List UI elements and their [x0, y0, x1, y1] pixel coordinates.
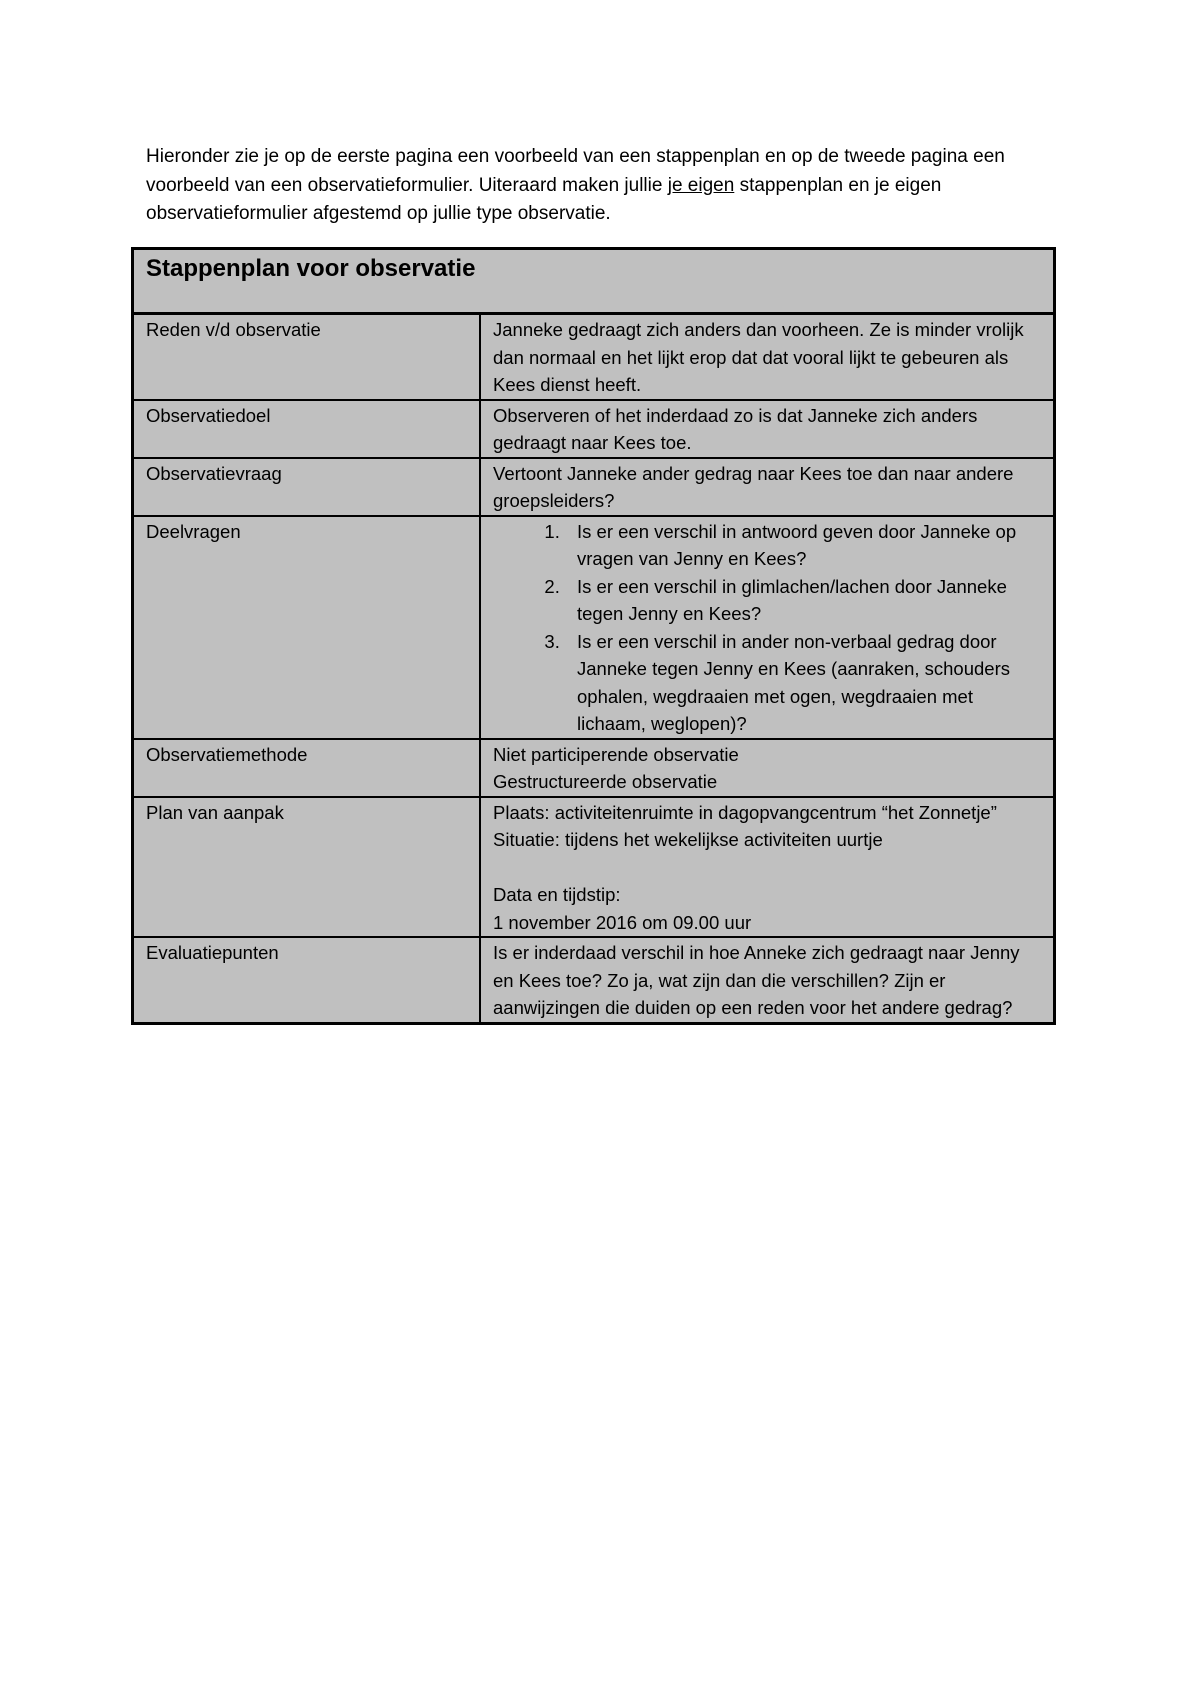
plan-line: Plaats: activiteitenruimte in dagopvangcentrum “het Zonnetje” — [493, 801, 997, 823]
intro-paragraph — [146, 143, 1086, 229]
method-line: Gestructureerde observatie — [493, 771, 718, 792]
method-line: Niet participerende observatie — [493, 743, 739, 765]
table-row — [133, 314, 1055, 400]
row-value-plan-van-aanpak — [480, 797, 1055, 938]
table-row — [133, 937, 1055, 1023]
list-item: 3. Is er een verschil in ander non-verbaal gedrag door Janneke tegen Jenny en Kees (aanraken, schouders ophalen, wegdraaien met ogen, wegdraaien met lichaam, weglopen)? — [565, 628, 1041, 738]
blank-line — [493, 854, 1041, 882]
row-value-reden: Janneke gedraagt zich anders dan voorheen. Ze is minder vrolijk dan normaal en het lijkt erop dat dat vooral lijkt te gebeuren als Kees dienst heeft. — [480, 314, 1055, 400]
row-value-deelvragen — [480, 516, 1055, 739]
row-value-evaluatiepunten: Is er inderdaad verschil in hoe Anneke zich gedraagt naar Jenny en Kees toe? Zo ja, wat zijn dan die verschillen? Zijn er aanwijzingen die duiden op een reden voor het andere gedrag? — [480, 937, 1055, 1023]
row-value-observatiedoel: Observeren of het inderdaad zo is dat Janneke zich anders gedraagt naar Kees toe. — [480, 400, 1055, 458]
table-row — [133, 739, 1055, 797]
plan-line: Data en tijdstip: — [493, 884, 621, 905]
row-label-evaluatiepunten: Evaluatiepunten — [133, 937, 481, 1023]
list-item: 2. Is er een verschil in glimlachen/lachen door Janneke tegen Jenny en Kees? — [565, 573, 1041, 628]
intro-text-start: Hieronder zie je op de eerste pagina een voorbeeld van een stappenplan en op de tweede pagina een voorbeeld van een observatieformulier. Uiteraard maken jullie — [146, 146, 1005, 196]
table-header-row — [133, 249, 1055, 314]
plan-line: Situatie: tijdens het wekelijkse activiteiten uurtje — [493, 829, 883, 850]
stappenplan-table — [131, 247, 1056, 1025]
table-row — [133, 400, 1055, 458]
intro-text-end: stappenplan en je eigen observatieformulier afgestemd op jullie type observatie. — [146, 174, 942, 224]
row-label-reden: Reden v/d observatie — [133, 314, 481, 400]
plan-line: 1 november 2016 om 09.00 uur — [493, 911, 752, 933]
row-label-observatiedoel: Observatiedoel — [133, 400, 481, 458]
row-value-observatievraag: Vertoont Janneke ander gedrag naar Kees toe dan naar andere groepsleiders? — [480, 458, 1055, 516]
intro-underlined-text: je eigen — [667, 174, 735, 196]
table-row — [133, 458, 1055, 516]
list-item: 1. Is er een verschil in antwoord geven door Janneke op vragen van Jenny en Kees? — [565, 518, 1041, 573]
row-label-deelvragen: Deelvragen — [133, 516, 481, 739]
table-row — [133, 797, 1055, 938]
table-title: Stappenplan voor observatie — [133, 249, 1055, 314]
table-row — [133, 516, 1055, 739]
row-label-observatievraag: Observatievraag — [133, 458, 481, 516]
row-label-observatiemethode: Observatiemethode — [133, 739, 481, 797]
row-value-observatiemethode — [480, 739, 1055, 797]
deelvragen-list — [493, 518, 1041, 738]
row-label-plan-van-aanpak: Plan van aanpak — [133, 797, 481, 938]
